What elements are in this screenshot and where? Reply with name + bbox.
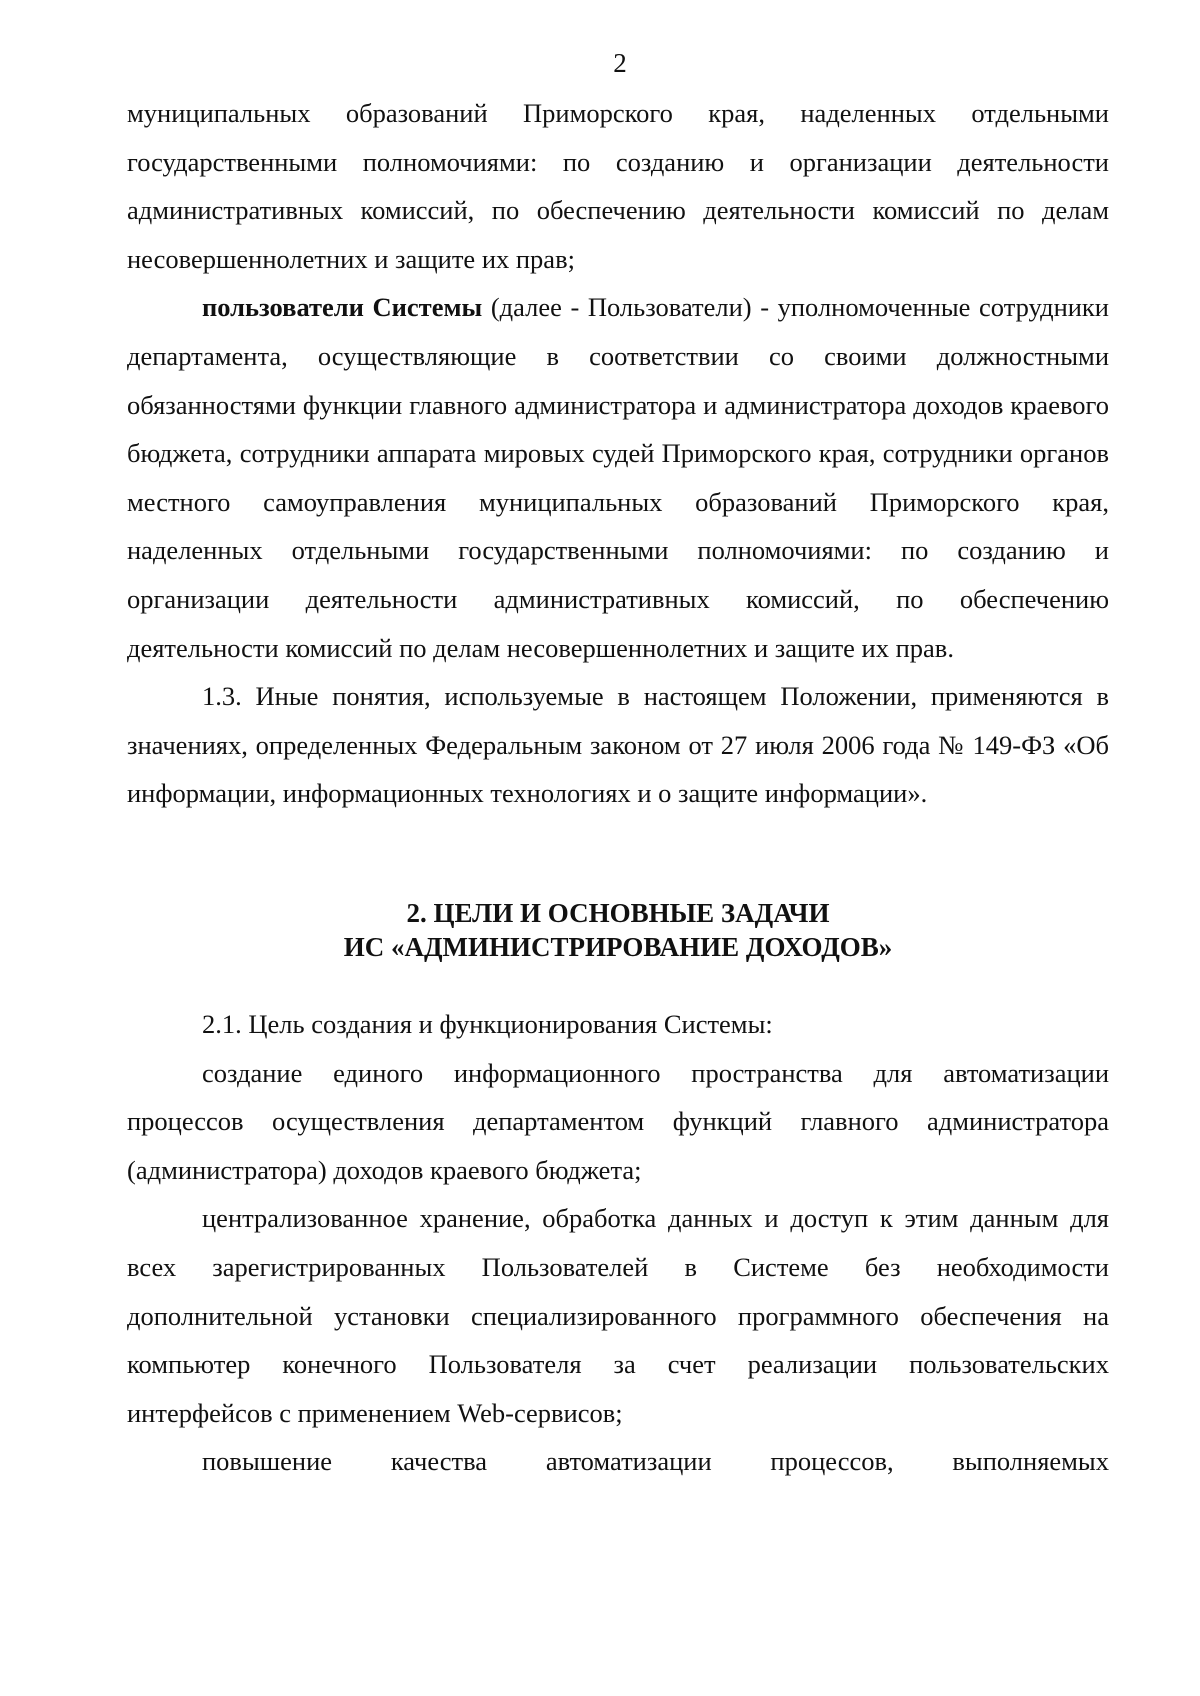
paragraph-goal-quality: повышение качества автоматизации процессов, выполняемых xyxy=(202,1446,1109,1477)
section-heading xyxy=(127,896,1109,964)
paragraph-municipal-continuation: муниципальных образований Приморского края, наделенных отдельными государственными полномочиями: по созданию и организации деятельности административных комиссий, по обеспечению деятельности комиссий по делам несовершеннолетних и защите их прав; xyxy=(127,98,1109,274)
section-heading-line-2: ИС «АДМИНИСТРИРОВАНИЕ ДОХОДОВ» xyxy=(343,932,893,962)
paragraph-goal-unified-space: создание единого информационного пространства для автоматизации процессов осуществления департаментом функций главного администратора (администратора) доходов краевого бюджета; xyxy=(127,1057,1109,1185)
paragraph-2-1: 2.1. Цель создания и функционирования Системы: xyxy=(202,1009,773,1039)
paragraph-goal-centralized-storage: централизованное хранение, обработка данных и доступ к этим данным для всех зарегистрированных Пользователей в Системе без необходимости дополнительной установки специализированного программного обеспечения на компьютер конечного Пользователя за счет реализации пользовательских интерфейсов с применением Web-сервисов; xyxy=(127,1203,1109,1428)
section-heading-line-1: 2. ЦЕЛИ И ОСНОВНЫЕ ЗАДАЧИ xyxy=(406,898,830,928)
term-users: пользователи Системы xyxy=(202,292,483,323)
page-number: 2 xyxy=(613,48,627,78)
paragraph-1-3: 1.3. Иные понятия, используемые в настоящем Положении, применяются в значениях, определенных Федеральным законом от 27 июля 2006 года № 149-ФЗ «Об информации, информационных технологиях и о защите информации». xyxy=(127,681,1109,809)
body-text-top xyxy=(127,89,1109,818)
users-definition-text: (далее - Пользователи) - уполномоченные сотрудники департамента, осуществляющие в соответствии со своими должностными обязанностями функции главного администратора и администратора доходов краевого бюджета, сотрудники аппарата мировых судей Приморского края, сотрудники органов местного самоуправления муниципальных образований Приморского края, наделенных отдельными государственными полномочиями: по созданию и организации деятельности административных комиссий, по обеспечению деятельности комиссий по делам несовершеннолетних и защите их прав. xyxy=(127,292,1109,663)
body-text-section-2 xyxy=(127,1000,1109,1486)
paragraph-users-definition xyxy=(127,283,1109,672)
